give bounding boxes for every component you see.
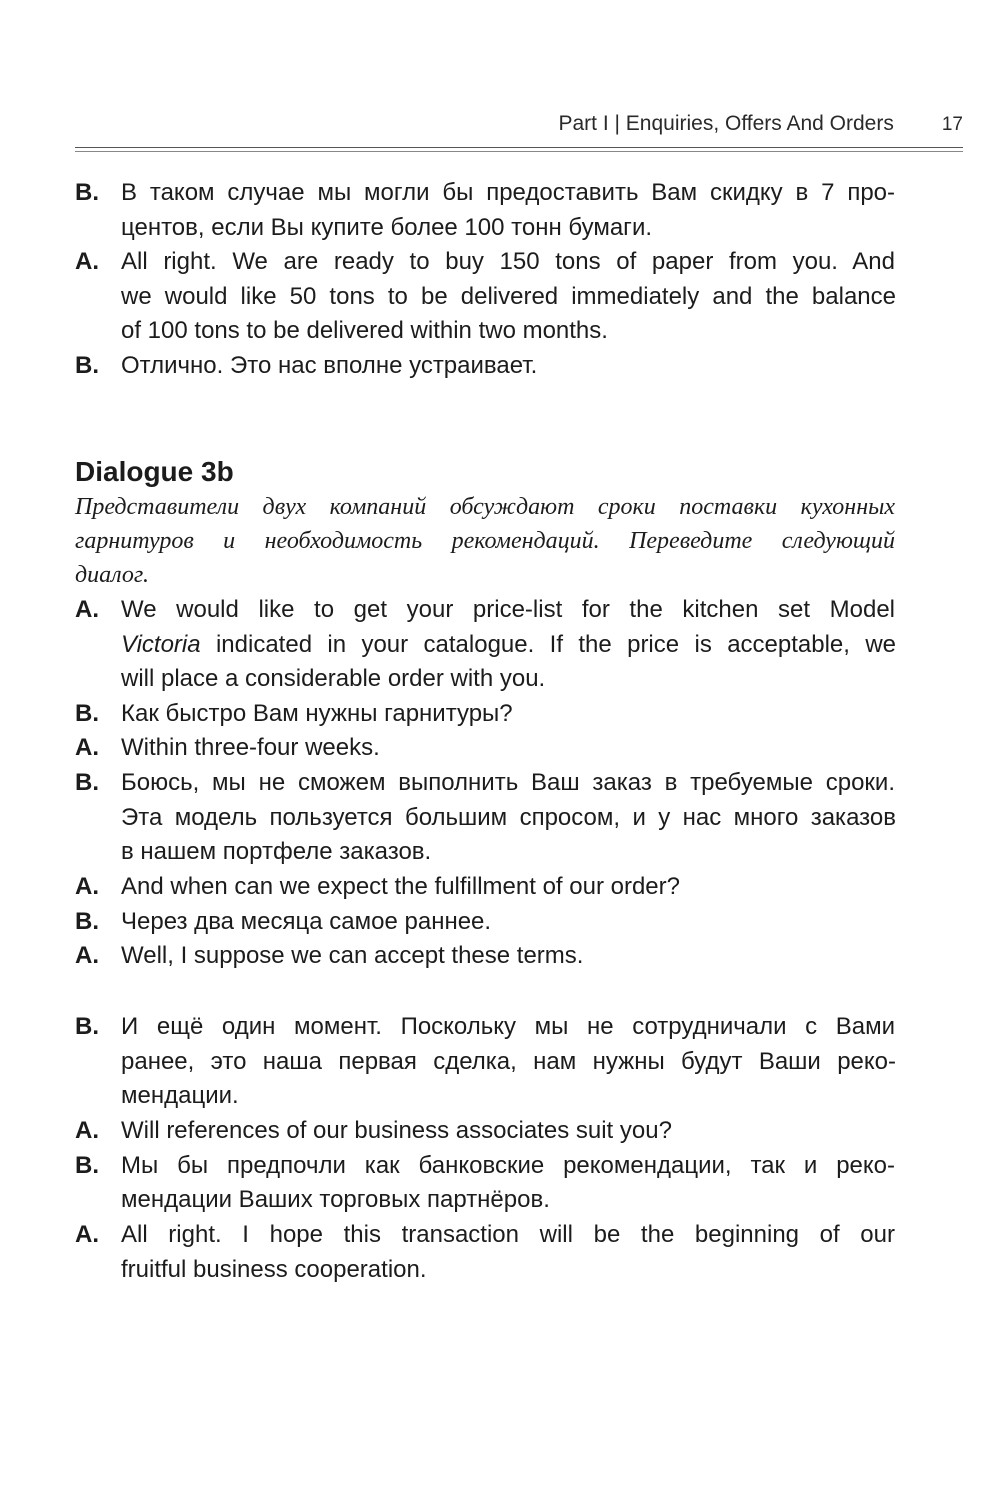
section-intro — [75, 524, 895, 559]
line-text: Отлично. Это нас вполне устраивает. — [121, 352, 538, 379]
line-text: All right. I hope this transaction will be the beginning of our — [121, 1221, 895, 1248]
line-text: we would like 50 tons to be delivered immediately and the balance — [121, 283, 896, 310]
dialogue-line — [75, 870, 895, 905]
speaker-label: B. — [75, 1152, 99, 1179]
dialogue-line — [75, 245, 895, 280]
line-text: Will references of our business associates suit you? — [121, 1117, 672, 1144]
dialogue-line — [75, 593, 895, 628]
line-text: will place a considerable order with you. — [121, 665, 546, 692]
model-name: Victoria — [121, 631, 201, 658]
dialogue-line — [121, 1253, 896, 1288]
intro-text: гарнитуров и необходимость рекомендаций. Переведите следующий — [75, 528, 895, 554]
dialogue-line — [75, 1114, 895, 1149]
line-text: ранее, это наша первая сделка, нам нужны будут Ваши реко- — [121, 1048, 896, 1075]
line-text: Боюсь, мы не сможем выполнить Ваш заказ в требуемые сроки. — [121, 769, 895, 796]
header-rule-thick — [75, 147, 963, 148]
speaker-label: B. — [75, 1013, 99, 1040]
speaker-label: A. — [75, 734, 99, 761]
line-text: And when can we expect the fulfillment of our order? — [121, 873, 680, 900]
dialogue-line — [121, 835, 896, 870]
speaker-label: A. — [75, 596, 99, 623]
page-number: 17 — [941, 114, 963, 135]
dialogue-line — [121, 628, 896, 663]
line-text: All right. We are ready to buy 150 tons of paper from you. And — [121, 248, 895, 275]
section-intro — [75, 558, 895, 593]
speaker-label: B. — [75, 352, 99, 379]
speaker-label: A. — [75, 1221, 99, 1248]
section-intro — [75, 490, 895, 525]
speaker-label: A. — [75, 1117, 99, 1144]
dialogue-line — [75, 1010, 895, 1045]
line-text: indicated in your catalogue. If the price is acceptable, we — [200, 631, 896, 658]
speaker-label: A. — [75, 873, 99, 900]
dialogue-line — [121, 280, 896, 315]
intro-text: диалог. — [75, 562, 149, 588]
header-rule-thin — [75, 151, 963, 152]
line-text: We would like to get your price-list for the kitchen set Model — [121, 596, 895, 623]
dialogue-line — [121, 662, 896, 697]
dialogue-line — [75, 731, 895, 766]
dialogue-line — [75, 1218, 895, 1253]
dialogue-line — [75, 349, 895, 384]
dialogue-line — [121, 1045, 896, 1080]
line-text: Well, I suppose we can accept these terms. — [121, 942, 584, 969]
speaker-label: B. — [75, 700, 99, 727]
line-text: of 100 tons to be delivered within two months. — [121, 317, 608, 344]
line-text: центов, если Вы купите более 100 тонн бумаги. — [121, 214, 653, 241]
running-title: Part I | Enquiries, Offers And Orders — [558, 112, 894, 135]
intro-text: Представители двух компаний обсуждают сроки поставки кухонных — [75, 494, 895, 520]
dialogue-line — [121, 801, 896, 836]
line-text: Через два месяца самое раннее. — [121, 908, 492, 935]
dialogue-line — [121, 1183, 896, 1218]
line-text: Эта модель пользуется большим спросом, и у нас много заказов — [121, 804, 896, 831]
line-text: Как быстро Вам нужны гарнитуры? — [121, 700, 513, 727]
dialogue-line — [75, 905, 895, 940]
speaker-label: A. — [75, 942, 99, 969]
dialogue-line — [121, 314, 896, 349]
speaker-label: B. — [75, 908, 99, 935]
dialogue-line — [75, 766, 895, 801]
line-text: Within three-four weeks. — [121, 734, 380, 761]
dialogue-line — [121, 1079, 896, 1114]
speaker-label: B. — [75, 769, 99, 796]
line-text: И ещё один момент. Поскольку мы не сотрудничали с Вами — [121, 1013, 895, 1040]
line-text: Мы бы предпочли как банковские рекомендации, так и реко- — [121, 1152, 895, 1179]
running-header — [75, 112, 963, 136]
speaker-label: A. — [75, 248, 99, 275]
dialogue-line — [121, 211, 896, 246]
dialogue-line — [75, 1149, 895, 1184]
section-title: Dialogue 3b — [75, 456, 234, 487]
line-text: мендации Ваших торговых партнёров. — [121, 1186, 550, 1213]
dialogue-line — [75, 176, 895, 211]
line-text: В таком случае мы могли бы предоставить Вам скидку в 7 про- — [121, 179, 895, 206]
line-text: fruitful business cooperation. — [121, 1256, 427, 1283]
dialogue-line — [75, 697, 895, 732]
speaker-label: B. — [75, 179, 99, 206]
line-text: мендации. — [121, 1082, 239, 1109]
dialogue-line — [75, 939, 895, 974]
line-text: в нашем портфеле заказов. — [121, 838, 432, 865]
